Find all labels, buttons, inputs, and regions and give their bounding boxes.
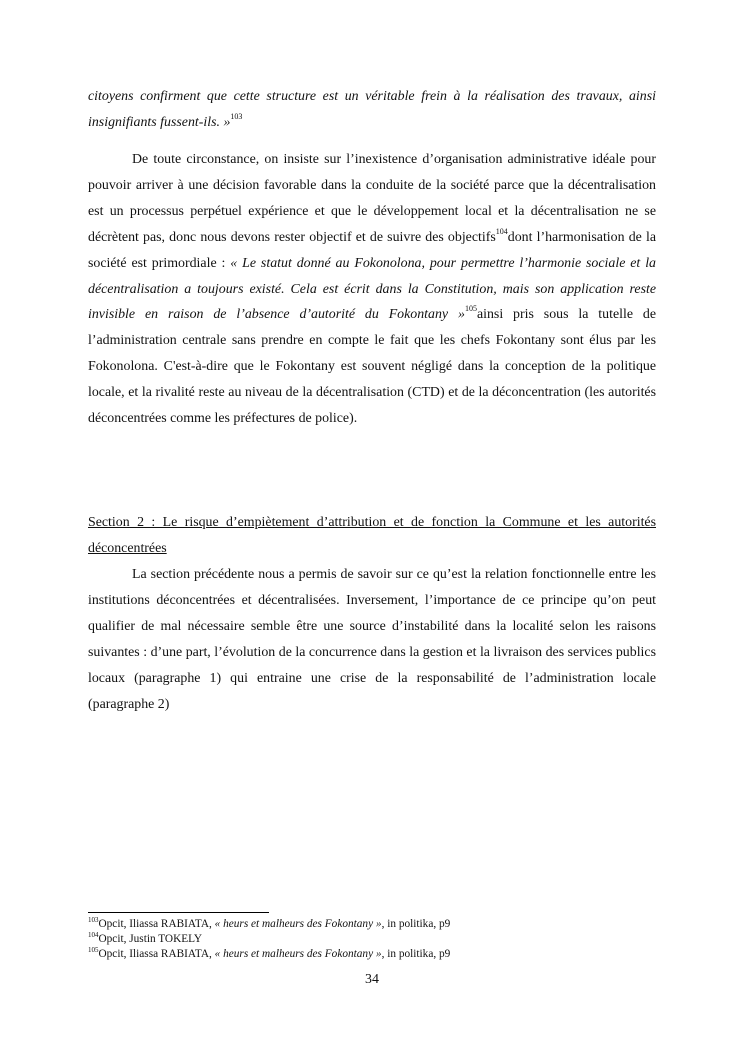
footnote-separator [88, 912, 269, 913]
section-2-text: La section précédente nous a permis de savoir sur ce qu’est la relation fonctionnelle entre les institutions déconcentrées et décentralisées. Inversement, l’importance de ce principe qu’on peut qualifier de mal nécessaire semble être une source d’instabilité dans la localité selon les raisons suivantes : d’une part, l’évolution de la concurrence dans la gestion et la livraison des services publics locaux (paragraphe 1) qui entraine une crise de la responsabilité de l’administration locale (paragraphe 2) [88, 567, 656, 712]
footnote-source: Opcit, Iliassa RABIATA, [98, 918, 215, 930]
section-heading [88, 510, 656, 562]
quote-text: citoyens confirment que cette structure est un véritable frein à la réalisation des travaux, ainsi insignifiants fussent-ils. » [88, 89, 656, 130]
footnote-ref-105[interactable]: 105 [464, 304, 477, 314]
paragraph-decentralisation [88, 147, 656, 432]
quote-fokonolona: « Le statut donné au Fokonolona, pour permettre l’harmonie sociale et la décentralisation a toujours existé. Cela est écrit dans la Constitution, mais son application reste invisible en raison de l’absence d’autorité du Fokontany » [88, 255, 657, 323]
footnotes [88, 917, 656, 962]
paragraph-text-1: De toute circonstance, on insiste sur l’inexistence d’organisation administrative idéale pour pouvoir arriver à une décision favorable dans la conduite de la société parce que la décentralisation est un processus perpétuel expérience et que le développement local et la décentralisation ne se décrètent pas, donc nous devons rester objectif et de suivre des objectifs [88, 152, 656, 245]
paragraph-quote-continuation [88, 84, 656, 136]
footnote-suffix: , in politika, p9 [381, 918, 451, 930]
footnote-source: Opcit, Iliassa RABIATA, [98, 948, 215, 960]
footnote-title: « heurs et malheurs des Fokontany » [214, 918, 382, 930]
footnote-105 [88, 947, 656, 962]
page-number: 34 [365, 972, 379, 987]
footnote-103 [88, 917, 656, 932]
footnote-source: Opcit, Justin TOKELY [98, 933, 203, 945]
footnote-ref-104[interactable]: 104 [495, 226, 508, 236]
paragraph-section-2 [88, 562, 656, 717]
footnote-number: 103 [88, 916, 99, 924]
footnote-104 [88, 932, 656, 947]
footnote-number: 104 [88, 931, 99, 939]
footnote-title: « heurs et malheurs des Fokontany » [214, 948, 382, 960]
footnote-suffix: , in politika, p9 [381, 948, 451, 960]
footnote-number: 105 [88, 946, 99, 954]
paragraph-text-2: dont l’harmonisation de la société est primordiale : [88, 229, 656, 271]
paragraph-text-3: ainsi pris sous la tutelle de l’administration centrale sans prendre en compte le fait que les chefs Fokontany sont élus par les Fokonolona. C'est-à-dire que le Fokontany est souvent négligé dans la conception de la politique locale, et la rivalité reste au niveau de la décentralisation (CTD) et de la déconcentration (les autorités déconcentrées comme les préfectures de police). [88, 307, 657, 427]
footnote-ref-103[interactable]: 103 [230, 111, 243, 121]
section-heading-text: Section 2 : Le risque d’empiètement d’attribution et de fonction la Commune et les autorités déconcentrées [88, 515, 656, 556]
